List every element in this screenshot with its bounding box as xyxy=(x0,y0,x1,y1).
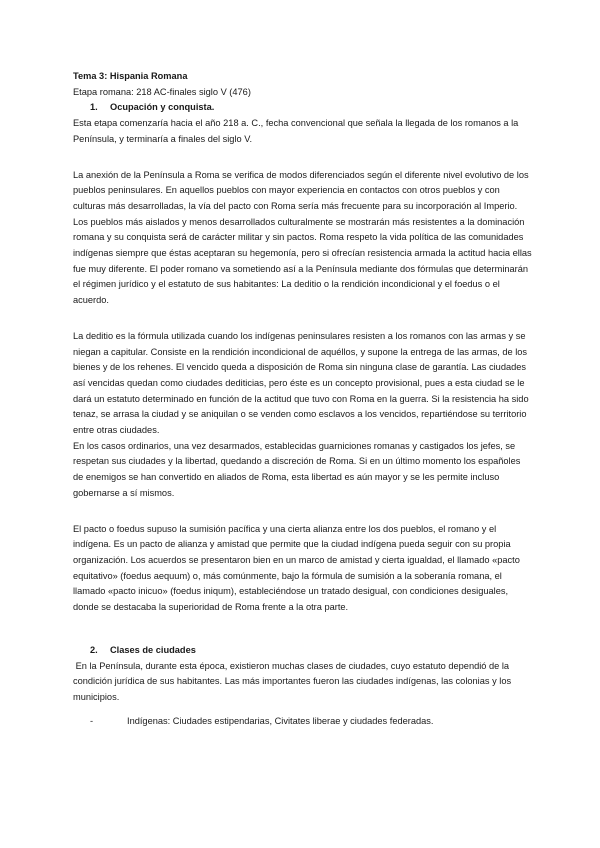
document-title: Tema 3: Hispania Romana xyxy=(73,71,188,81)
section-2-number: 2. xyxy=(90,644,98,655)
paragraph-casos-ordinarios: En los casos ordinarios, una vez desarmados, establecidas guarniciones romanas y castigados los jefes, se respetan sus ciudades y la libertad, quedando a discreción de Roma. Si en un último momento los españoles de enemigos se han convertido en aliados de Roma, esta libertad es aún mayor y se les permite incluso gobernarse a sí mismos. xyxy=(73,440,521,498)
paragraph-deditio: La deditio es la fórmula utilizada cuando los indígenas peninsulares resisten a los romanos con las armas y se niegan a capitular. Consiste en la rendición incondicional de aquéllos, y supone la entrega de las armas, de los bienes y de los rehenes. El vencido queda a disposición de Roma sin ninguna clase de garantía. Las ciudades así vencidas quedan como ciudades dediticias, pero éste es un concepto provisional, pues a esta ciudad se le dará un estatuto determinado en función de la actitud que tuvo con Roma en la guerra. Si la resistencia ha sido tenaz, se arrasa la ciudad y se aniquilan o se venden como esclavos a los vencidos, repartiéndose su territorio entre otras ciudades. xyxy=(73,330,529,436)
list-item-text: Indígenas: Ciudades estipendarias, Civitates liberae y ciudades federadas. xyxy=(127,715,434,726)
paragraph-foedus: El pacto o foedus supuso la sumisión pacífica y una cierta alianza entre los dos pueblos, el romano y el indígena. Es un pacto de alianza y amistad que permite que la ciudad indígena pueda seguir con su propia organización. Los acuerdos se presentaron bien en un marco de amistad y cierta igualdad, el llamado «pacto equitativo» (foedus aequum) o, más comúnmente, bajo la fórmula de sumisión a la soberanía romana, el llamado «pacto inicuo» (foedus iniqum), estableciéndose un tratado desigual, con condiciones desiguales, donde se destacaba la superioridad de Roma frente a la otra parte. xyxy=(73,523,520,613)
section-1-number: 1. xyxy=(90,102,98,113)
paragraph-intro: Esta etapa comenzaría hacia el año 218 a. C., fecha convencional que señala la llegada de los romanos a la Península, y terminaría a finales del siglo V. xyxy=(73,118,519,144)
paragraph-clases: En la Península, durante esta época, existieron muchas clases de ciudades, cuyo estatuto dependió de la condición jurídica de sus habitantes. Las más importantes fueron las ciudades indígenas, las colonias y los municipios. xyxy=(73,660,514,702)
section-2-title: Clases de ciudades xyxy=(110,644,196,655)
section-1-title: Ocupación y conquista. xyxy=(110,102,215,113)
section-2-heading xyxy=(73,643,533,659)
list-bullet: - xyxy=(90,715,94,726)
paragraph-anexion: La anexión de la Península a Roma se verifica de modos diferenciados según el diferente nivel evolutivo de los pueblos peninsulares. En aquellos pueblos con mayor experiencia en contactos con otros pueblos y con culturas más desarrolladas, la vía del pacto con Roma sería más frecuente para su incorporación al Imperio. Los pueblos más aislados y menos desarrollados culturalmente se mostrarán más resistentes a la dominación romana y su conquista será de carácter militar y sin pactos. Roma respeto la vida política de las comunidades indígenas siempre que éstas aceptaran su hegemonía, pero si ofrecían resistencia armada la actitud hacia ellas fue muy diferente. El poder romano va sometiendo así a la Península mediante dos fórmulas que determinarán el régimen jurídico y el estatuto de sus habitantes: La deditio o la rendición incondicional y el foedus o el acuerdo. xyxy=(73,169,532,306)
document-subtitle: Etapa romana: 218 AC-finales siglo V (476) xyxy=(73,86,251,97)
section-1-heading xyxy=(73,100,533,116)
list-item xyxy=(73,714,533,730)
document-body xyxy=(73,69,533,729)
